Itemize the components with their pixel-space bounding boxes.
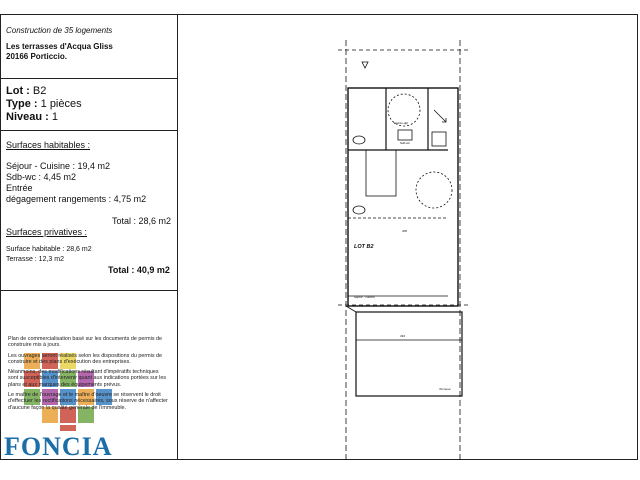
- type-value: 1 pièces: [40, 98, 82, 110]
- terrace-corner: [346, 306, 356, 312]
- plan-dim-2: 394: [400, 334, 406, 338]
- habitables-item: Entrée: [6, 183, 33, 193]
- habitables-item: dégagement rangements : 4,75 m2: [6, 194, 147, 204]
- fixture-circle: [353, 206, 365, 214]
- logo-tile: [60, 425, 76, 431]
- niveau-value: 1: [51, 111, 58, 123]
- sdb-fixture: [398, 130, 412, 140]
- plan-lot-label: LOT B2: [354, 244, 374, 250]
- plan-sejour-label: Séjour - cuisine: [354, 295, 375, 299]
- habitables-title: Surfaces habitables :: [6, 140, 91, 150]
- address-line-2: 20166 Porticcio.: [6, 52, 67, 61]
- sink: [432, 132, 446, 146]
- lot-label: Lot :: [6, 85, 30, 97]
- lot-row: [6, 85, 46, 97]
- note-paragraph: Plan de commercialisation basé sur les documents de permis de construire mis à jours.: [8, 336, 163, 349]
- privatives-title: Surfaces privatives :: [6, 227, 88, 237]
- note-paragraph: Le maître de l'ouvrage et le maître d'oeuvre se réservent le droit d'effectuer les rectifications nécessaires, sous réserve de n'affecter d'aucune façon la qualité générale de l'immeuble.: [8, 392, 168, 411]
- entrance-marker: [362, 62, 368, 68]
- lot-value: B2: [32, 85, 47, 97]
- type-row: [6, 98, 82, 110]
- turning-circle: [416, 172, 452, 208]
- niveau-row: [6, 111, 58, 123]
- foncia-brand: FONCIA: [4, 432, 113, 461]
- plan-dim-1: 406: [402, 229, 408, 233]
- note-paragraph: Néanmoins, des modifications résultant d'impératifs techniques sont susceptibles d'intervenir quant aux indications portées sur les plans et aux marques des équipements prévus.: [8, 369, 167, 388]
- plan-sdb-label: Sdb-wc: [400, 141, 411, 145]
- terrace-outline: [356, 312, 462, 396]
- habitables-item: Séjour - Cuisine : 19,4 m2: [6, 161, 111, 171]
- habitables-total: Total : 28,6 m2: [112, 216, 172, 226]
- privatives-total: Total : 40,9 m2: [108, 265, 170, 275]
- type-label: Type :: [6, 98, 38, 110]
- privatives-item: Terrasse : 12,3 m2: [6, 256, 64, 263]
- fixture-circle: [353, 136, 365, 144]
- legal-notes: [8, 336, 170, 415]
- address-line-1: Les terrasses d'Acqua Gliss: [6, 42, 113, 51]
- floor-plan: [338, 40, 468, 460]
- divider-surfaces: [0, 290, 178, 291]
- divider-header: [0, 78, 178, 79]
- stair-arrow: [434, 110, 446, 122]
- plan-entree-label: Entrée-dgt: [394, 121, 409, 125]
- divider-lot: [0, 130, 178, 131]
- plan-terrasse-label: Terrasse: [439, 387, 451, 391]
- note-paragraph: Les ouvrages seront réalisés selon les dispositions du permis de construire et des plans d'exécution des entreprises.: [8, 352, 163, 365]
- niveau-label: Niveau :: [6, 111, 49, 123]
- project-title: Construction de 35 logements: [6, 26, 113, 35]
- privatives-item: Surface habitable : 28,6 m2: [6, 246, 92, 253]
- habitables-item: Sdb-wc : 4,45 m2: [6, 172, 77, 182]
- kitchen-counter: [366, 150, 396, 196]
